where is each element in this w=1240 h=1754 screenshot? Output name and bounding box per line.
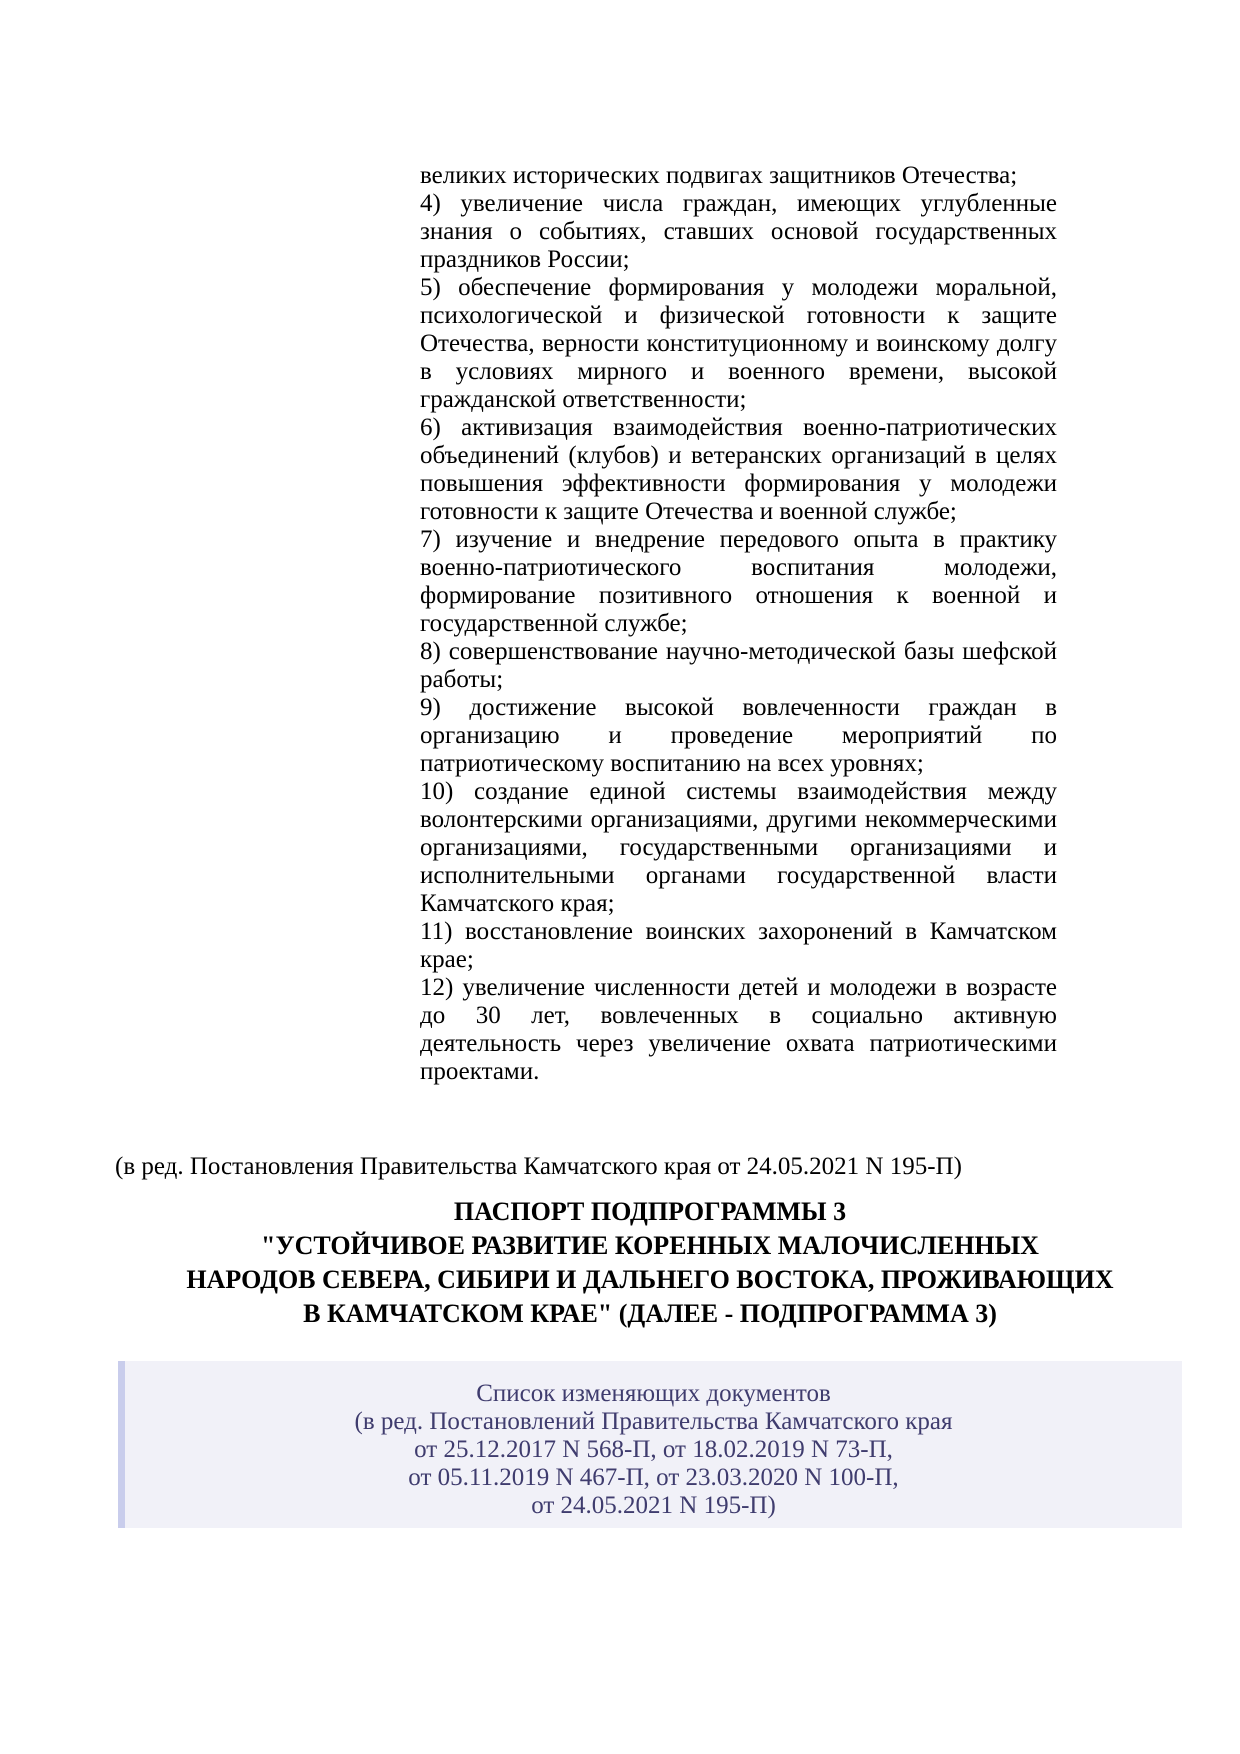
heading-line-4: В КАМЧАТСКОМ КРАЕ" (ДАЛЕЕ - ПОДПРОГРАММА 3) (303, 1299, 997, 1328)
heading-line-3: НАРОДОВ СЕВЕРА, СИБИРИ И ДАЛЬНЕГО ВОСТОКА, ПРОЖИВАЮЩИХ (186, 1265, 1114, 1294)
subprogram-passport-heading (60, 1195, 1240, 1331)
list-item-7: 7) изучение и внедрение передового опыта в практику военно-патриотического воспитания молодежи, формирование позитивного отношения к военной и государственной службе; (420, 526, 1057, 637)
list-item-6: 6) активизация взаимодействия военно-патриотических объединений (клубов) и ветеранских организаций в целях повышения эффективности формирования у молодежи готовности к защите Отечества и военной службе; (420, 414, 1057, 525)
list-item-9: 9) достижение высокой вовлеченности граждан в организацию и проведение мероприятий по патриотическому воспитанию на всех уровнях; (420, 694, 1057, 777)
heading-line-2: "УСТОЙЧИВОЕ РАЗВИТИЕ КОРЕННЫХ МАЛОЧИСЛЕННЫХ (261, 1231, 1039, 1260)
list-item-11: 11) восстановление воинских захоронений в Камчатском крае; (420, 918, 1057, 973)
info-box-line-5: от 24.05.2021 N 195-П) (531, 1492, 776, 1519)
body-text-column (420, 162, 1057, 1086)
list-item-5: 5) обеспечение формирования у молодежи моральной, психологической и физической готовности к защите Отечества, верности конституционному и воинскому долгу в условиях мирного и военного времени, высокой гражданской ответственности; (420, 274, 1057, 413)
info-box-line-2: (в ред. Постановлений Правительства Камчатского края (354, 1408, 953, 1435)
list-item-8: 8) совершенствование научно-методической базы шефской работы; (420, 638, 1057, 693)
heading-line-1: ПАСПОРТ ПОДПРОГРАММЫ 3 (453, 1197, 847, 1226)
list-item-12: 12) увеличение численности детей и молодежи в возрасте до 30 лет, вовлеченных в социально активную деятельность через увеличение охвата патриотическими проектами. (420, 974, 1057, 1085)
info-box-line-4: от 05.11.2019 N 467-П, от 23.03.2020 N 100-П, (408, 1464, 899, 1491)
list-item-10: 10) создание единой системы взаимодействия между волонтерскими организациями, другими некоммерческими организациями, государственными организациями и исполнительными органами государственной власти Камчатского края; (420, 778, 1057, 917)
amendment-note: (в ред. Постановления Правительства Камчатского края от 24.05.2021 N 195-П) (115, 1153, 962, 1180)
list-item-4: 4) увеличение числа граждан, имеющих углубленные знания о событиях, ставших основой государственных праздников России; (420, 190, 1057, 273)
paragraph-continuation: великих исторических подвигах защитников Отечества; (420, 162, 1018, 189)
info-box-line-3: от 25.12.2017 N 568-П, от 18.02.2019 N 73-П, (414, 1436, 893, 1463)
changing-documents-box (118, 1361, 1182, 1528)
info-box-title: Список изменяющих документов (476, 1380, 831, 1407)
